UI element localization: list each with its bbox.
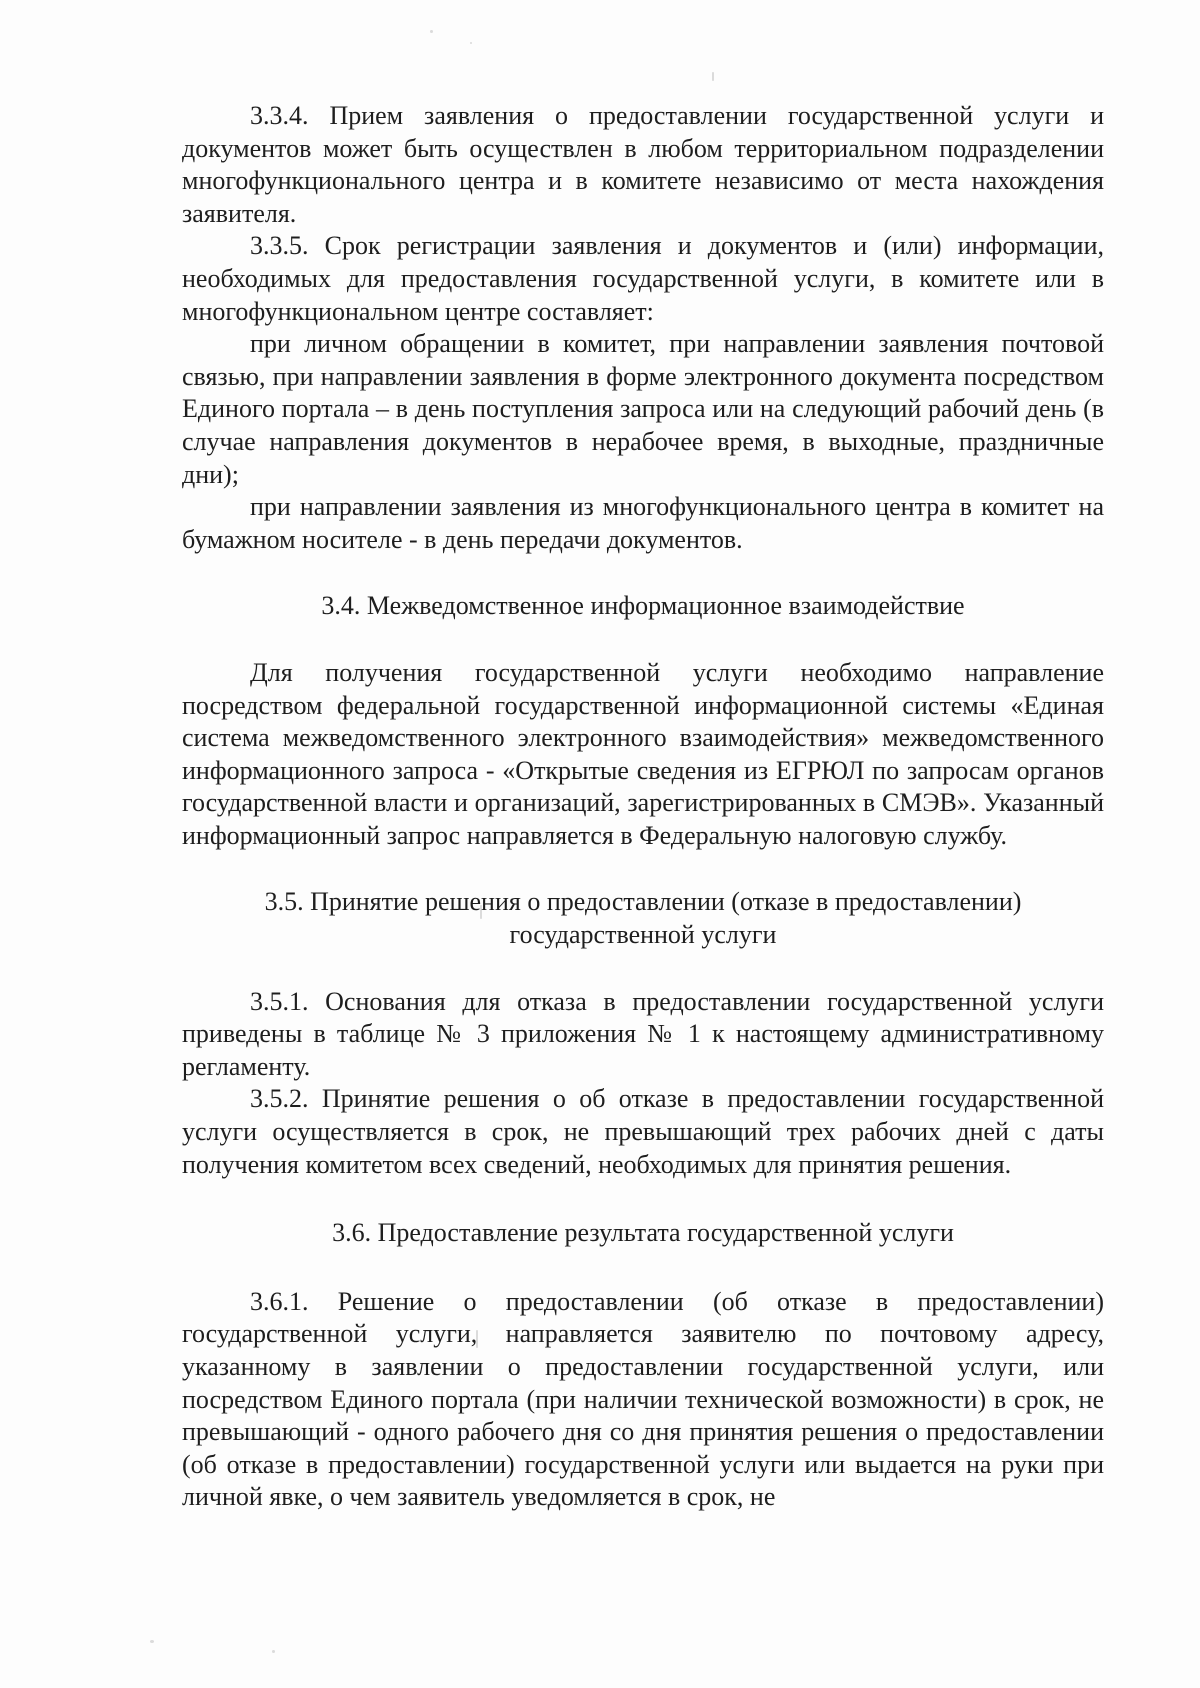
scan-noise bbox=[150, 1640, 154, 1643]
document-body bbox=[182, 100, 1104, 1514]
paragraph-3-5-1: 3.5.1. Основания для отказа в предоставлении государственной услуги приведены в таблице № 3 приложения № 1 к настоящему административному регламенту. bbox=[182, 986, 1104, 1081]
heading-3-6: 3.6. Предоставление результата государственной услуги bbox=[332, 1218, 954, 1248]
scan-noise bbox=[470, 42, 472, 44]
heading-3-5-line1: 3.5. Принятие решения о предоставлении (отказе в предоставлении) bbox=[264, 887, 1022, 917]
spacer bbox=[182, 1250, 1104, 1286]
paragraph-3-3-4: 3.3.4. Прием заявления о предоставлении государственной услуги и документов может быть осуществлен в любом территориальном подразделении многофункционального центра и в комитете независимо от места нахождения заявителя. bbox=[182, 101, 1104, 228]
spacer bbox=[182, 623, 1104, 657]
spacer bbox=[182, 852, 1104, 886]
scan-noise bbox=[430, 30, 433, 33]
spacer bbox=[182, 952, 1104, 986]
paragraph-3-5-2: 3.5.2. Принятие решения о об отказе в предоставлении государственной услуги осуществляется в срок, не превышающий трех рабочих дней с даты получения комитетом всех сведений, необходимых для принятия решения. bbox=[182, 1084, 1104, 1179]
scan-noise bbox=[480, 905, 482, 919]
spacer bbox=[182, 1181, 1104, 1217]
paragraph-3-6-1: 3.6.1. Решение о предоставлении (об отказе в предоставлении) государственной услуги, направляется заявителю по почтовому адресу, указанному в заявлении о предоставлении государственной услуги, или посредством Единого портала (при наличии технической возможности) в срок, не превышающий - одного рабочего дня со дня принятия решения о предоставлении (об отказе в предоставлении) государственной услуги или выдается на руки при личной явке, о чем заявитель уведомляется в срок, не bbox=[182, 1286, 1104, 1512]
heading-3-5 bbox=[182, 886, 1104, 951]
scan-noise bbox=[272, 1650, 275, 1653]
paragraph-mfc-transfer: при направлении заявления из многофункционального центра в комитет на бумажном носителе - в день передачи документов. bbox=[182, 492, 1104, 554]
paragraph-3-3-5: 3.3.5. Срок регистрации заявления и документов и (или) информации, необходимых для предоставления государственной услуги, в комитете или в многофункциональном центре составляет: bbox=[182, 231, 1104, 326]
paragraph-personal-appeal: при личном обращении в комитет, при направлении заявления почтовой связью, при направлении заявления в форме электронного документа посредством Единого портала – в день поступления запроса или на следующий рабочий день (в случае направления документов в нерабочее время, в выходные, праздничные дни); bbox=[182, 329, 1104, 489]
scan-noise bbox=[476, 1330, 478, 1348]
heading-3-4: 3.4. Межведомственное информационное взаимодействие bbox=[321, 591, 965, 621]
heading-3-5-line2: государственной услуги bbox=[509, 920, 777, 950]
scan-noise bbox=[712, 72, 714, 81]
paragraph-3-4: Для получения государственной услуги необходимо направление посредством федеральной государственной информационной системы «Единая система межведомственного электронного взаимодействия» межведомственного информационного запроса - «Открытые сведения из ЕГРЮЛ по запросам органов государственной власти и организаций, зарегистрированных в СМЭВ». Указанный информационный запрос направляется в Федеральную налоговую службу. bbox=[182, 657, 1104, 850]
spacer bbox=[182, 556, 1104, 590]
